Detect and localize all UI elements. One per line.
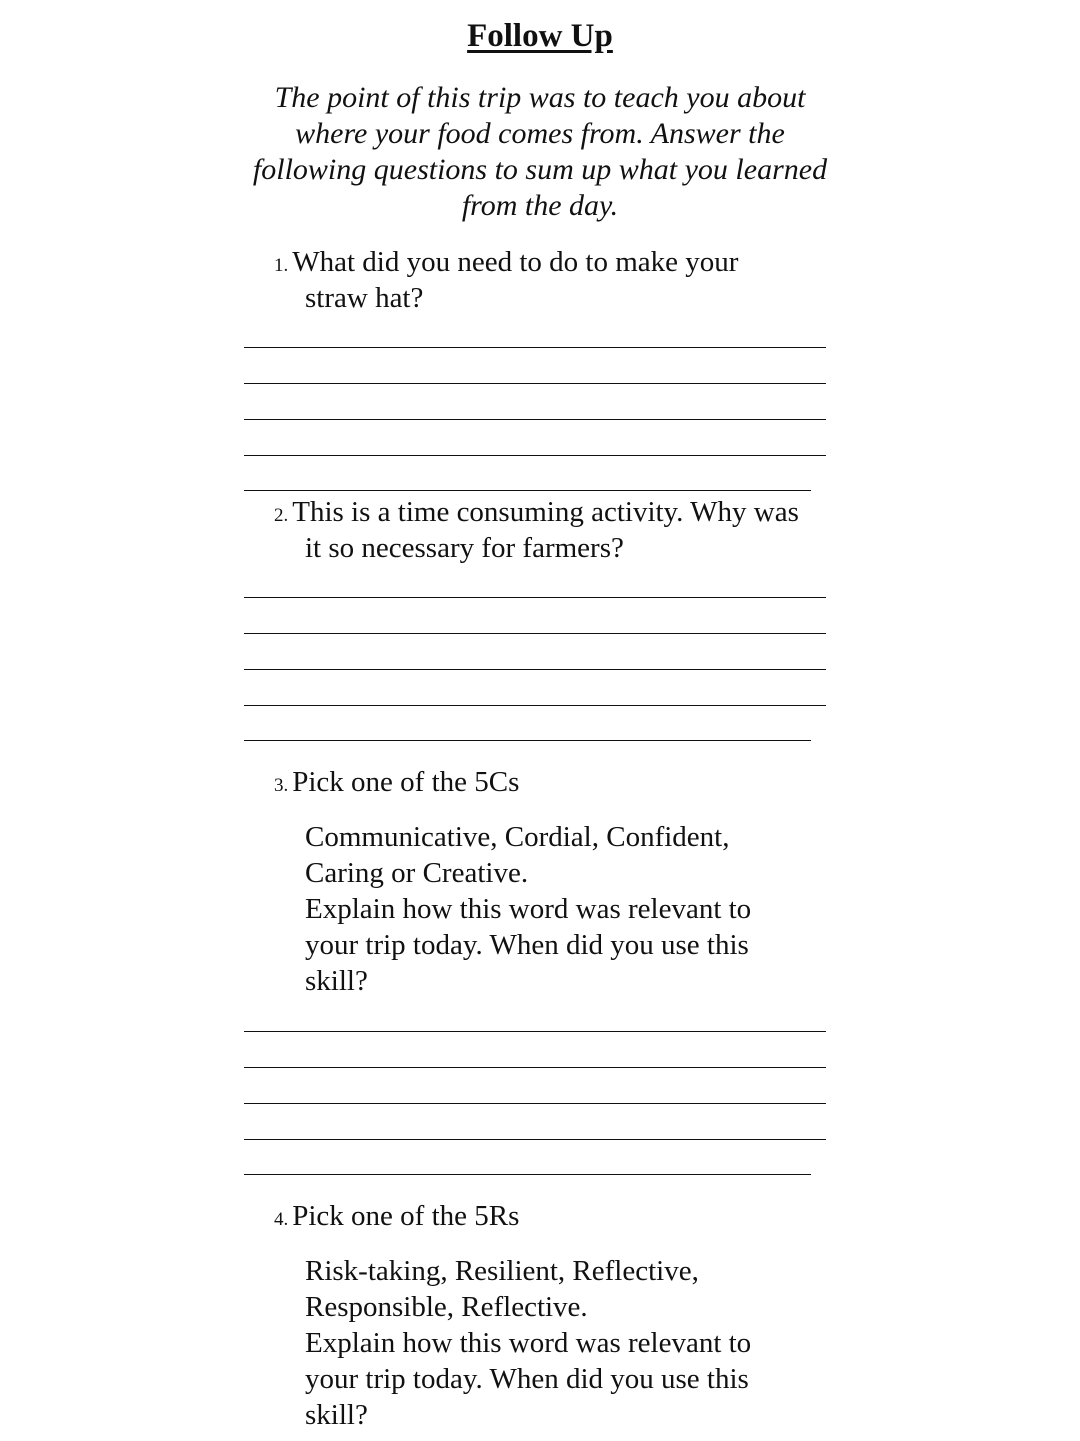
question-text: Pick one of the 5Cs — [292, 766, 520, 798]
question-detail: Responsible, Reflective. — [305, 1291, 588, 1323]
answer-line[interactable] — [244, 740, 811, 741]
question-detail: skill? — [305, 1399, 368, 1431]
question-detail: skill? — [305, 965, 368, 997]
question-4 — [274, 1198, 519, 1238]
answer-line[interactable] — [244, 633, 826, 634]
answer-line[interactable] — [244, 419, 826, 420]
question-3 — [274, 764, 519, 804]
question-detail: Risk-taking, Resilient, Reflective, — [305, 1255, 699, 1287]
question-text-continued: it so necessary for farmers? — [305, 532, 624, 564]
answer-line[interactable] — [244, 490, 811, 491]
answer-line[interactable] — [244, 1174, 811, 1175]
answer-line[interactable] — [244, 1103, 826, 1104]
answer-line[interactable] — [244, 383, 826, 384]
question-detail: Explain how this word was relevant to — [305, 893, 752, 925]
intro-line: following questions to sum up what you learned — [252, 153, 828, 186]
question-number: 4. — [274, 1209, 289, 1230]
question-detail: your trip today. When did you use this — [305, 929, 749, 961]
question-2 — [274, 494, 799, 534]
question-detail: Communicative, Cordial, Confident, — [305, 821, 730, 853]
answer-line[interactable] — [244, 1139, 826, 1140]
question-detail: Explain how this word was relevant to — [305, 1327, 752, 1359]
question-number: 1. — [274, 255, 289, 276]
question-detail: Caring or Creative. — [305, 857, 529, 889]
answer-line[interactable] — [244, 705, 826, 706]
question-number: 3. — [274, 775, 289, 796]
page-title: Follow Up — [467, 18, 613, 54]
answer-line[interactable] — [244, 597, 826, 598]
intro-line: The point of this trip was to teach you about — [274, 81, 806, 114]
answer-line[interactable] — [244, 1067, 826, 1068]
question-detail: your trip today. When did you use this — [305, 1363, 749, 1395]
question-text: What did you need to do to make your — [292, 246, 739, 278]
answer-line[interactable] — [244, 347, 826, 348]
intro-line: where your food comes from. Answer the — [295, 117, 785, 150]
answer-line[interactable] — [244, 1031, 826, 1032]
answer-line[interactable] — [244, 455, 826, 456]
question-number: 2. — [274, 505, 289, 526]
answer-line[interactable] — [244, 669, 826, 670]
question-text: Pick one of the 5Rs — [292, 1200, 520, 1232]
intro-paragraph — [200, 80, 880, 224]
question-text-continued: straw hat? — [305, 282, 424, 314]
intro-line: from the day. — [461, 189, 619, 222]
question-text: This is a time consuming activity. Why was — [292, 496, 799, 528]
question-1 — [274, 244, 738, 284]
